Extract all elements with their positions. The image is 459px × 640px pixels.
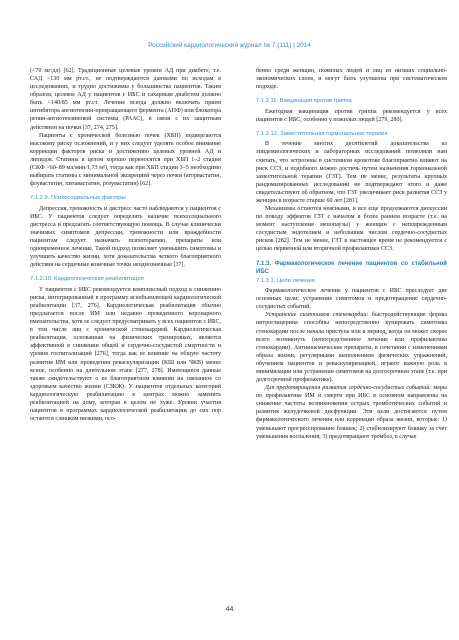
paragraph: Фармакологическое лечение у пациентов с ИБС преследует две основных цели: устранение симптомов и предотвращение сердечно-сосудистых событий.	[256, 288, 447, 311]
subsection-heading-psychosocial: 7.1.2.9. Психосоциальные факторы	[30, 195, 126, 202]
section-heading-pharmacological: 7.1.3. Фармакологическое лечение пациентов со стабильной ИБС	[256, 261, 447, 276]
subsection-heading-rehabilitation: 7.1.2.10. Кардиологическая реабилитация	[30, 276, 144, 283]
subsection-heading-treatment-goals: 7.1.3.1. Цели лечения	[256, 277, 315, 284]
paragraph-body: быстродействующие формы нитроглицерина способны непосредственно купировать симптомы стенокардии после начала приступа или в период, когда он может скорее всего возникнуть (непосредственное лечение или профилактика стенокардии). Антиишемические препараты, в сочетании с изменениями образа жизни, регулярными выполнением физических упражнений, обучением пациентов и реваскуляризацией, играют важную роль в минимизации или устранении симптомов на долгосрочном этапе (т.е. при долгосрочной профилактике).	[256, 312, 447, 384]
paragraph: Механизмы остаются неясными, и все еще продолжаются дискуссии по поводу эффектов ГЗТ с началом в более раннем возрасте (т.е. на момент наступления менопаузы) у женщин с неповрежденным сосудистым эндотелием и небольшим числом сердечно-сосудистых рисков [282]. Тем не менее, ГЗТ в настоящее время не рекомендуется с целью первичной или вторичной профилактики ССЗ.	[256, 206, 447, 253]
subsection-heading-hormone-therapy: 7.1.2.12. Заместительная гормональная терапия	[256, 130, 388, 137]
paragraph: Депрессия, тревожность и дистресс часто наблюдаются у пациентов с ИБС. У пациентов следует определять наличие психосоциального дистресса и предлагать соответствующую помощь. В случае клинически значимых симптомов депрессии, тревожности или враждебности пациентам следует назначать психотерапию, препараты или одновременное лечение. Такой подход позволяет уменьшить симптомы и улучшить качество жизни, хотя доказательства четкого благоприятного действия на сердечные конечные точки неоднозначные [37].	[30, 205, 221, 269]
paragraph: бенно среди женщин, пожилых людей и лиц из низших социально-экономических слоев, и могут быть улучшены при систематическом подходе.	[256, 68, 447, 91]
paragraph	[256, 384, 447, 441]
right-column	[256, 67, 447, 607]
journal-header: Российский кардиологический журнал № 7 (111) | 2014	[148, 42, 311, 49]
paragraph	[256, 311, 447, 384]
left-column	[30, 67, 221, 607]
page-number: 44	[225, 606, 234, 613]
paragraph: (<70 мг/дл) [62]. Традиционные целевые уровни АД при диабете, т.е. САД <130 мм рт.ст., не подтверждаются данными по исходам в исследованиях, и трудно достижимы у большинства пациентов. Таким образом, целевое АД у пациентов с ИБС и сахарным диабетом должно быть <140/85 мм рт.ст. Лечение всегда должно включать прием ингибитора ангиотензин-превращающего фермента (АПФ) или блокатора ренин-ангиотензиновой системы (РААС), в связи с их защитным действием на почки [37, 274, 275].	[30, 68, 221, 131]
paragraph-lead: Для предотвращения развития сердечно-сосудистых событий:	[265, 385, 432, 392]
paragraph: В течение многих десятилетий доказательства из эпидемиологических и лабораторных исследований позволяли нам считать, что эстрогены в системном кровотоке благоприятно влияют на риск ССЗ, и подобного можно достичь путем назначения гормональной заместительной терапии (ГЗТ). Тем не менее, результаты крупных рандомизированных исследований не подтверждают этого и даже свидетельствуют об обратном, что ГЗТ увеличивает риск развития ССЗ у женщин в возрасте старше 60 лет [281].	[256, 141, 447, 204]
paragraph: Ежегодная вакцинация против гриппа рекомендуется у всех пациентов с ИБС, особенно у пожилых людей [279, 280].	[256, 108, 447, 123]
subsection-heading-flu-vaccination: 7.1.2.11. Вакцинация против гриппа	[256, 98, 352, 105]
paragraph-body: меры по профилактике ИМ и смерти при ИБС в основном направлены на снижение частоты возникновения острых тромботических событий и развития желудочковой дисфункции. Эти цели достигаются путем фармакологического лечения или коррекции образа жизни, которые: 1) уменьшают прогрессирование бляшек; 2) стабилизируют бляшку за счет уменьшения воспаления; 3) предотвращают тромбоз, в случае	[256, 385, 447, 440]
paragraph: У пациентов с ИБС рекомендуется комплексный подход к снижению риска, интегрированный в программу всеобъемлющей кардиологической реабилитации [37, 276]. Кардиологическая реабилитация обычно предлагается после ИМ или недавно проведенного коронарного вмешательства, хотя ее следует предусматривать у всех пациентов с ИБС, в том числе лиц с хронической стенокардией. Кардиологическая реабилитация, основанная на физических тренировках, является эффективной в снижении общей и сердечно-сосудистой смертности и уровня госпитализаций [276], тогда как ее влияние на общую частоту развития ИМ или проведения реваскуляризации (КШ или ЧКВ) менее ясное, особенно на длительном этапе [277, 278]. Имеющиеся данные также свидетельствуют о ее благоприятном влиянии на связанное со здоровьем качество жизни (СЗКЖ). У пациентов отдельных категорий кардиологическую реабилитацию в центрах можно заменить реабилитацией на дому, которая в целом не хуже. Уровни участия пациентов в программах кардиологической реабилитации до сих пор остаются слишком низкими, осо-	[30, 286, 221, 423]
paragraph: Пациенты с хронической болезнью почек (ХБП) подвергаются высокому риску осложнений, и у них следует уделять особое внимание коррекции факторов риска и достижению целевых уровней АД и липидов. Статины в целом хорошо переносятся при ХБП 1–2 стадии (СКФ >60–89 мл/мин/1,73 м²), тогда как при ХБП стадии 3–5 необходимо выбирать статины с минимальной экскрецией через почки (аторвастатин, флувастатин, питавастатин, розувастатин) [62].	[30, 132, 221, 188]
paragraph-lead: Устранение симптомов стенокардии:	[265, 312, 369, 319]
